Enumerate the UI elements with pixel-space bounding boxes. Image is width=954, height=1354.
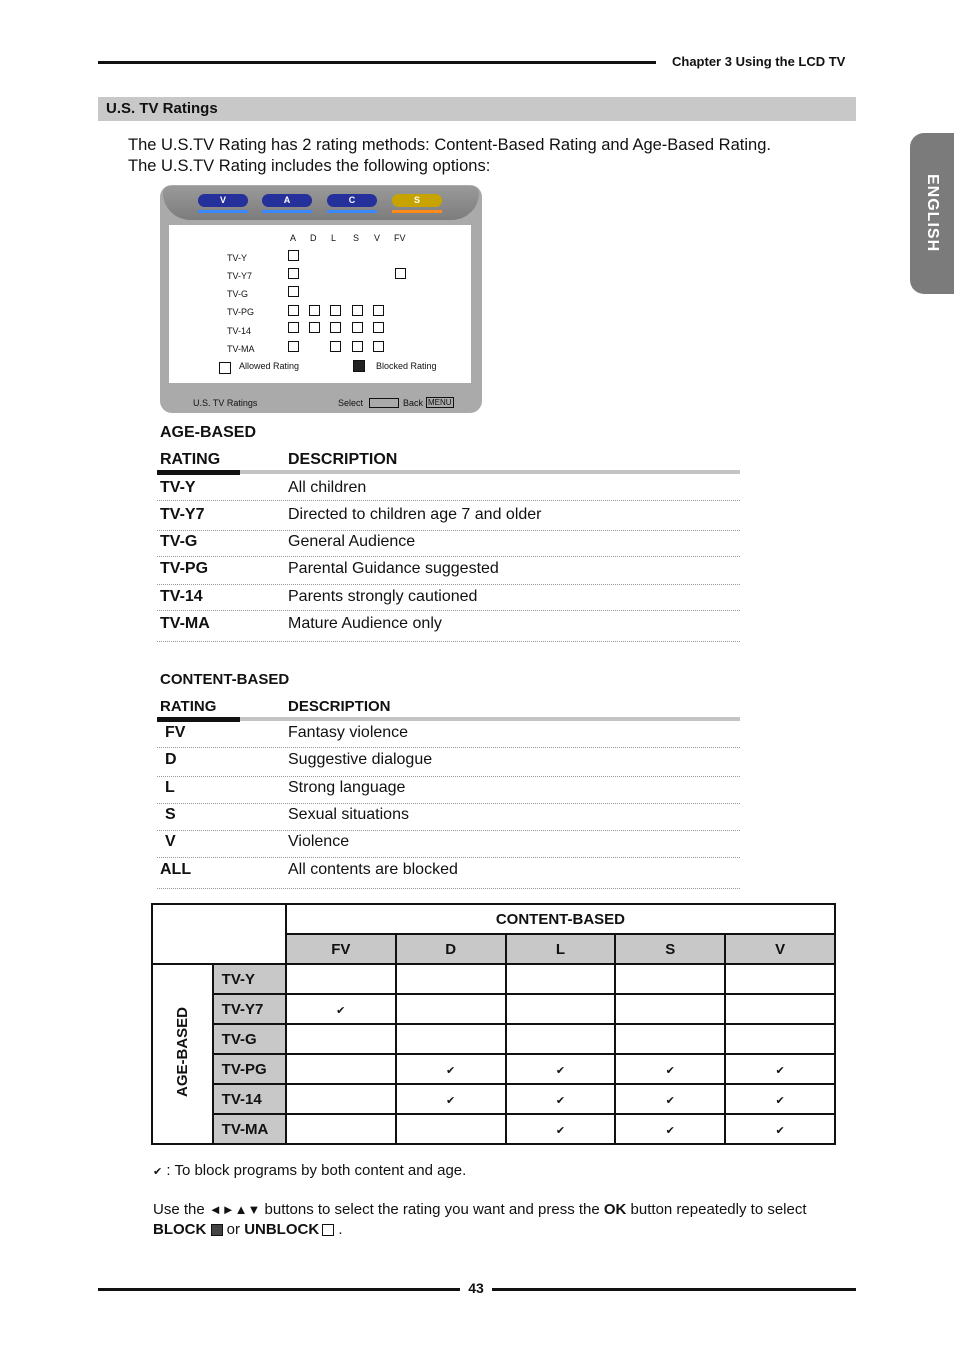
osd-row-label: TV-PG — [227, 307, 255, 317]
age-col-rating: RATING — [160, 451, 221, 468]
osd-rating-checkbox[interactable] — [309, 322, 320, 333]
matrix-check-cell — [506, 1114, 616, 1144]
matrix-row — [152, 964, 835, 994]
osd-col-s: S — [353, 233, 360, 243]
row-divider — [157, 530, 740, 531]
matrix-empty-cell — [396, 1114, 506, 1144]
content-rating-cell: V — [165, 833, 176, 850]
check-icon: ✔ — [446, 1094, 456, 1107]
matrix-empty-cell — [725, 1024, 835, 1054]
content-description-cell: Strong language — [288, 779, 406, 796]
matrix-empty-cell — [286, 964, 396, 994]
matrix-check-cell — [286, 994, 396, 1024]
matrix-body — [152, 964, 835, 1144]
osd-rating-checkbox[interactable] — [330, 341, 341, 352]
instructions: Use the ◄►▲▼ buttons to select the rating you want and press the OK button repeatedly to select BLOCK or UNBLOCK . — [153, 1201, 807, 1238]
check-icon: ✔ — [665, 1124, 675, 1137]
osd-legend-blocked: Blocked Rating — [376, 361, 437, 371]
matrix-empty-cell — [506, 994, 616, 1024]
language-tab-label: ENGLISH — [924, 174, 941, 253]
osd-row-label: TV-Y7 — [227, 271, 253, 281]
osd-rating-checkbox[interactable] — [288, 305, 299, 316]
row-divider — [157, 556, 740, 557]
osd-tab-underline — [198, 210, 248, 213]
matrix-check-cell — [725, 1054, 835, 1084]
osd-col-a: A — [290, 233, 297, 243]
row-divider — [157, 888, 740, 889]
page-number: 43 — [468, 1280, 484, 1296]
matrix-check-cell — [725, 1084, 835, 1114]
row-divider — [157, 776, 740, 777]
osd-tab-underline — [392, 210, 442, 213]
header-rule-thick — [157, 717, 240, 722]
age-based-heading: AGE-BASED — [160, 424, 257, 441]
content-col-rating: RATING — [160, 698, 217, 715]
footer-rule — [98, 1288, 460, 1291]
lock-icon — [211, 1224, 223, 1236]
osd-footer-back: Back — [403, 398, 424, 408]
matrix-corner — [152, 904, 286, 964]
check-icon: ✔ — [775, 1064, 785, 1077]
osd-footer-select: Select — [338, 398, 364, 408]
row-divider — [157, 610, 740, 611]
content-based-heading: CONTENT-BASED — [160, 671, 290, 688]
content-description-cell: All contents are blocked — [288, 861, 458, 878]
age-rating-cell: TV-MA — [160, 615, 210, 632]
osd-rating-checkbox[interactable] — [395, 268, 406, 279]
content-rating-cell: ALL — [160, 861, 192, 878]
matrix-row-label: TV-G — [213, 1024, 286, 1054]
content-rating-cell: L — [165, 779, 175, 796]
matrix-empty-cell — [286, 1024, 396, 1054]
check-icon: ✔ — [775, 1124, 785, 1137]
matrix-empty-cell — [615, 994, 725, 1024]
matrix-row-label: TV-MA — [213, 1114, 286, 1144]
matrix-age-header — [152, 964, 213, 1144]
matrix-empty-cell — [396, 1024, 506, 1054]
osd-rating-checkbox[interactable] — [373, 322, 384, 333]
age-col-description: DESCRIPTION — [288, 451, 398, 468]
ok-key-label: OK — [603, 1201, 627, 1218]
matrix-check-cell — [396, 1054, 506, 1084]
check-icon: ✔ — [446, 1064, 456, 1077]
matrix-col-l: L — [506, 934, 616, 964]
check-icon: ✔ — [336, 1004, 346, 1017]
age-rating-cell: TV-Y — [160, 479, 196, 496]
age-rating-cell: TV-14 — [160, 588, 203, 605]
content-description-cell: Fantasy violence — [288, 724, 409, 741]
content-rating-cell: D — [165, 751, 177, 768]
matrix-check-cell — [725, 1114, 835, 1144]
matrix-col-s: S — [615, 934, 725, 964]
matrix-col-fv: FV — [286, 934, 396, 964]
header-rule — [98, 61, 656, 64]
check-icon: ✔ — [665, 1064, 675, 1077]
osd-row-label: TV-Y — [227, 253, 248, 263]
row-divider — [157, 500, 740, 501]
section-title: U.S. TV Ratings — [106, 100, 218, 117]
osd-legend-allowed: Allowed Rating — [239, 361, 300, 371]
matrix-row — [152, 1024, 835, 1054]
row-divider — [157, 803, 740, 804]
age-rating-cell: TV-Y7 — [160, 506, 205, 523]
matrix-row-label: TV-14 — [213, 1084, 286, 1114]
content-description-cell: Violence — [288, 833, 350, 850]
osd-allowed-icon — [219, 362, 231, 374]
content-description-cell: Suggestive dialogue — [288, 751, 433, 768]
row-divider — [157, 641, 740, 642]
age-rating-cell: TV-G — [160, 533, 198, 550]
matrix-age-header-label: AGE-BASED — [173, 1006, 191, 1097]
matrix-row — [152, 1114, 835, 1144]
intro-text — [128, 135, 771, 177]
age-description-cell: General Audience — [288, 533, 416, 550]
matrix-check-cell — [506, 1054, 616, 1084]
matrix-empty-cell — [506, 1024, 616, 1054]
check-icon: ✔ — [665, 1094, 675, 1107]
check-icon: ✔ — [555, 1124, 566, 1137]
osd-rating-checkbox[interactable] — [309, 305, 320, 316]
footer-rule — [492, 1288, 856, 1291]
osd-rating-checkbox[interactable] — [288, 341, 299, 352]
osd-tab-underline — [327, 210, 377, 213]
matrix-empty-cell — [725, 994, 835, 1024]
osd-row-label: TV-MA — [227, 344, 255, 354]
age-description-cell: Mature Audience only — [288, 615, 442, 632]
matrix-row-label: TV-Y — [213, 964, 286, 994]
osd-tab-video: V — [198, 194, 248, 207]
osd-tab-channel: C — [327, 194, 377, 207]
matrix-check-cell — [506, 1084, 616, 1114]
osd-rating-checkbox[interactable] — [352, 305, 363, 316]
header-rule-gray — [240, 717, 740, 721]
osd-rating-checkbox[interactable] — [288, 268, 299, 279]
age-description-cell: Directed to children age 7 and older — [288, 506, 542, 523]
osd-tab-setup: S — [392, 194, 442, 207]
intro-line-2: The U.S.TV Rating includes the following options: — [128, 157, 491, 175]
check-note-text: : To block programs by both content and age. — [162, 1162, 467, 1179]
check-icon: ✔ — [555, 1064, 566, 1077]
osd-row-label: TV-G — [227, 289, 249, 299]
osd-arrows-key-icon — [369, 398, 399, 408]
check-icon: ✔ — [555, 1094, 566, 1107]
arrow-keys-icon: ◄►▲▼ — [208, 1202, 261, 1217]
check-note — [153, 1162, 466, 1179]
check-icon: ✔ — [153, 1166, 163, 1178]
osd-tab-underline — [262, 210, 312, 213]
osd-rating-checkbox[interactable] — [288, 250, 299, 261]
matrix-empty-cell — [396, 994, 506, 1024]
rating-matrix — [151, 903, 836, 1145]
matrix-col-v: V — [725, 934, 835, 964]
block-label: BLOCK — [153, 1221, 207, 1238]
osd-rating-checkbox[interactable] — [288, 322, 299, 333]
row-divider — [157, 584, 740, 585]
osd-tab-audio: A — [262, 194, 312, 207]
matrix-row-label: TV-PG — [213, 1054, 286, 1084]
age-description-cell: All children — [288, 479, 367, 496]
matrix-row — [152, 1054, 835, 1084]
osd-menu-key: MENU — [428, 398, 452, 407]
matrix-check-cell — [615, 1084, 725, 1114]
matrix-empty-cell — [506, 964, 616, 994]
osd-rating-checkbox[interactable] — [352, 322, 363, 333]
osd-blocked-lock-icon — [353, 360, 365, 372]
row-divider — [157, 857, 740, 858]
osd-rating-checkbox[interactable] — [288, 286, 299, 297]
row-divider — [157, 830, 740, 831]
matrix-check-cell — [615, 1054, 725, 1084]
osd-rating-checkbox[interactable] — [373, 305, 384, 316]
matrix-empty-cell — [615, 1024, 725, 1054]
osd-col-fv: FV — [394, 233, 406, 243]
osd-rating-checkbox[interactable] — [373, 341, 384, 352]
matrix-empty-cell — [286, 1114, 396, 1144]
matrix-row — [152, 1084, 835, 1114]
age-description-cell: Parental Guidance suggested — [288, 560, 499, 577]
age-description-cell: Parents strongly cautioned — [288, 588, 478, 605]
osd-rating-checkbox[interactable] — [352, 341, 363, 352]
chapter-title: Chapter 3 Using the LCD TV — [672, 54, 846, 69]
check-icon: ✔ — [775, 1094, 785, 1107]
osd-row-label: TV-14 — [227, 326, 252, 336]
unlock-box-icon — [322, 1224, 334, 1236]
intro-line-1: The U.S.TV Rating has 2 rating methods: Content-Based Rating and Age-Based Rating. — [128, 136, 771, 154]
matrix-empty-cell — [725, 964, 835, 994]
matrix-col-d: D — [396, 934, 506, 964]
matrix-row — [152, 994, 835, 1024]
matrix-check-cell — [396, 1084, 506, 1114]
unblock-label: UNBLOCK — [244, 1221, 320, 1238]
header-rule-thick — [157, 470, 240, 475]
matrix-check-cell — [615, 1114, 725, 1144]
osd-col-d: D — [310, 233, 317, 243]
header-rule-gray — [240, 470, 740, 474]
row-divider — [157, 747, 740, 748]
content-col-description: DESCRIPTION — [288, 698, 391, 715]
content-rating-cell: S — [165, 806, 176, 823]
osd-rating-checkbox[interactable] — [330, 305, 341, 316]
osd-col-l: L — [331, 233, 337, 243]
matrix-empty-cell — [615, 964, 725, 994]
matrix-content-header: CONTENT-BASED — [286, 904, 835, 934]
osd-footer-title: U.S. TV Ratings — [193, 398, 258, 408]
matrix-empty-cell — [396, 964, 506, 994]
osd-panel — [169, 225, 471, 383]
osd-rating-checkbox[interactable] — [330, 322, 341, 333]
matrix-empty-cell — [286, 1054, 396, 1084]
age-rating-cell: TV-PG — [160, 560, 209, 577]
content-description-cell: Sexual situations — [288, 806, 409, 823]
matrix-empty-cell — [286, 1084, 396, 1114]
matrix-row-label: TV-Y7 — [213, 994, 286, 1024]
osd-col-v: V — [374, 233, 381, 243]
content-rating-cell: FV — [165, 724, 186, 741]
